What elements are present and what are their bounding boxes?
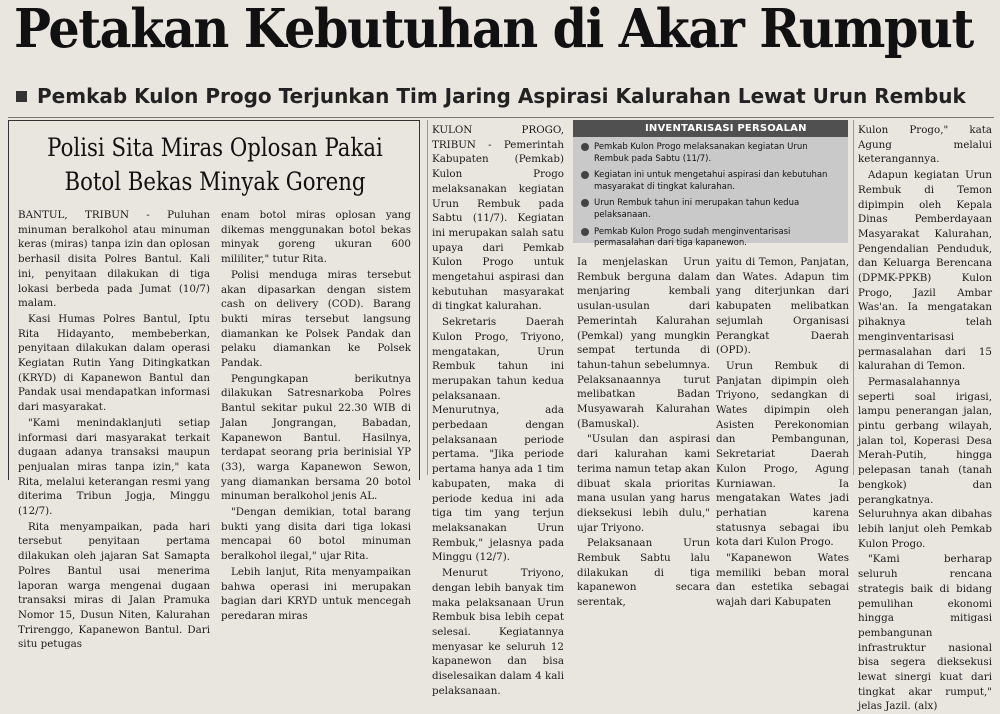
subheadline bbox=[16, 83, 986, 109]
info-item bbox=[581, 198, 843, 221]
bullet-icon bbox=[581, 228, 589, 236]
boxed-story-title bbox=[40, 131, 390, 199]
boxed-story-column-2 bbox=[221, 208, 411, 622]
paragraph: Polisi menduga miras tersebut akan dipasarkan dengan sistem cash on delivery (COD). Barang bukti miras tersebut langsung diamankan ke Polsek Pandak dan pelaku diamankan ke Polsek Pandak. bbox=[221, 268, 411, 370]
main-story-column-4 bbox=[858, 123, 992, 713]
paragraph: Ia menjelaskan Urun Rembuk berguna dalam menjaring kembali usulan-usulan dari Pemerintah Kalurahan (Pemkal) yang mungkin sempat tertunda di tahun-tahun sebelumnya. Pelaksanaannya turut melibatkan Badan Musyawarah Kalurahan (Bamuskal). bbox=[577, 256, 710, 430]
info-box-list bbox=[581, 142, 843, 255]
headline: Petakan Kebutuhan di Akar Rumput bbox=[14, 0, 973, 60]
paragraph: "Kami menindaklanjuti setiap informasi dari masyarakat terkait dugaan adanya transaksi maupun penjualan miras tanpa izin," kata Rita, melalui keterangan resmi yang diterima Tribun Jogja, Minggu (12/7). bbox=[18, 416, 210, 518]
info-item-text: Urun Rembuk tahun ini merupakan tahun kedua pelaksanaan. bbox=[594, 198, 800, 220]
info-box bbox=[573, 120, 848, 249]
main-story-column-3 bbox=[716, 255, 849, 609]
paragraph: Rita menyampaikan, pada hari tersebut penyitaan pertama dilakukan oleh jajaran Sat Samapta Polres Bantul usai menerima laporan warga mengenai dugaan transaksi miras di Jalan Pramuka Nomor 15, Dusun Niten, Kalurahan Trirenggo, Kapanewon Bantul. Dari situ petugas bbox=[18, 520, 210, 651]
boxed-title-line-1: Polisi Sita Miras Oplosan Pakai bbox=[47, 133, 383, 162]
paragraph: Kasi Humas Polres Bantul, Iptu Rita Hidayanto, membeberkan, penyitaan dilakukan dalam operasi Kegiatan Rutin Yang Ditingkatkan (KRYD) di Kapanewon Bantul dan Pandak usai mendapatkan informasi dari masyarakat. bbox=[18, 312, 210, 414]
info-item bbox=[581, 142, 843, 165]
paragraph: "Usulan dan aspirasi dari kalurahan kami terima namun tetap akan dibuat skala prioritas mana usulan yang harus dieksekusi lebih dulu," ujar Triyono. bbox=[577, 433, 710, 534]
main-story-column-1 bbox=[432, 123, 564, 697]
bullet-icon bbox=[581, 199, 589, 207]
paragraph: Urun Rembuk di Panjatan dipimpin oleh Triyono, sedangkan di Wates dipimpin oleh Asisten Perekonomian dan Pembangunan, Sekretariat Daerah Kulon Progo, Agung Kurniawan. Ia mengatakan Wates jadi perhatian karena statusnya sebagai ibu kota dari Kulon Progo. bbox=[716, 359, 849, 549]
paragraph: Kulon Progo," kata Agung melalui keterangannya. bbox=[858, 124, 992, 166]
paragraph: Lebih lanjut, Rita menyampaikan bahwa operasi ini merupakan bagian dari KRYD untuk mencegah peredaran miras bbox=[221, 565, 411, 622]
paragraph: KULON PROGO, TRIBUN - Pemerintah Kabupaten (Pemkab) Kulon Progo melaksanakan kegiatan Urun Rembuk pada Sabtu (11/7). Kegiatan ini merupakan salah satu upaya dari Pemkab Kulon Progo untuk mengetahui aspirasi dan kebutuhan masyarakat di tingkat kalurahan. bbox=[432, 124, 564, 313]
bullet-icon bbox=[581, 171, 589, 179]
paragraph: yaitu di Temon, Panjatan, dan Wates. Adapun tim yang diterjunkan dari kabupaten melibatkan sejumlah Organisasi Perangkat Daerah (OPD). bbox=[716, 256, 849, 357]
paragraph: "Kami berharap seluruh rencana strategis baik di bidang pemulihan ekonomi hingga mitigasi pembangunan infrastruktur nasional bisa segera dieksekusi lewat sinergi kuat dari tingkat akar rumput," jelas Jazil. (alx) bbox=[858, 553, 992, 713]
bullet-square-icon bbox=[16, 91, 27, 102]
paragraph: Pengungkapan berikutnya dilakukan Satresnarkoba Polres Bantul sekitar pukul 22.30 WIB di Jalan Jongrangan, Babadan, Kapanewon Bantul. Hasilnya, terdapat seorang pria berinisial YP (33), warga Kapanewon Sewon, yang diamankan bersama 20 botol minuman beralkohol jenis AL. bbox=[221, 372, 411, 503]
column-divider bbox=[853, 120, 854, 475]
info-item-text: Pemkab Kulon Progo melaksanakan kegiatan Urun Rembuk pada Sabtu (11/7). bbox=[594, 142, 808, 164]
paragraph: Pelaksanaan Urun Rembuk Sabtu lalu dilakukan di tiga kapanewon secara serentak, bbox=[577, 537, 710, 609]
paragraph: Adapun kegiatan Urun Rembuk di Temon dipimpin oleh Kepala Dinas Pemberdayaan Masyarakat Kalurahan, Pengendalian Penduduk, dan Keluarga Berencana (DPMK-PPKB) Kulon Progo, Jazil Ambar Was'an. Ia mengatakan pihaknya telah menginventarisasi permasalahan dari 15 kalurahan di Temon. bbox=[858, 169, 992, 373]
paragraph: Permasalahannya seperti soal irigasi, lampu penerangan jalan, pintu gerbang wilayah, jalan tol, Koperasi Desa Merah-Putih, hingga pelepasan tanah (tanah bengkok) dan perangkatnya. Seluruhnya akan dibahas lebih lanjut oleh Pemkab Kulon Progo. bbox=[858, 375, 992, 550]
subheadline-text: Pemkab Kulon Progo Terjunkan Tim Jaring Aspirasi Kalurahan Lewat Urun Rembuk bbox=[37, 84, 966, 108]
column-divider bbox=[427, 120, 428, 475]
paragraph: BANTUL, TRIBUN - Puluhan minuman beralkohol atau minuman keras (miras) tanpa izin dan oplosan berhasil disita Polres Bantul. Kali ini, penyitaan dilakukan di tiga lokasi berbeda pada Jumat (10/7) malam. bbox=[18, 209, 210, 310]
bullet-icon bbox=[581, 143, 589, 151]
paragraph: "Kapanewon Wates memiliki beban moral dan estetika sebagai wajah dari Kabupaten bbox=[716, 552, 849, 609]
paragraph: Sekretaris Daerah Kulon Progo, Triyono, mengatakan, Urun Rembuk tahun ini merupakan tahun kedua pelaksanaan. Menurutnya, ada perbedaan dengan pelaksanaan periode pertama. "Jika periode pertama hanya ada 1 tim kabupaten, maka di periode kedua ini ada tiga tim yang terjun melaksanakan Urun Rembuk," jelasnya pada Minggu (12/7). bbox=[432, 316, 564, 564]
divider-rule bbox=[8, 117, 994, 118]
boxed-story-column-1 bbox=[18, 208, 210, 651]
paragraph: enam botol miras oplosan yang dikemas menggunakan botol bekas minyak goreng ukuran 600 mililiter," tutur Rita. bbox=[221, 209, 411, 266]
info-item bbox=[581, 227, 843, 250]
paragraph: "Dengan demikian, total barang bukti yang disita dari tiga lokasi mencapai 60 botol minuman beralkohol ilegal," ujar Rita. bbox=[221, 506, 411, 563]
boxed-title-line-2: Botol Bekas Minyak Goreng bbox=[64, 167, 366, 196]
info-item-text: Pemkab Kulon Progo sudah menginventarisasi permasalahan dari tiga kapanewon. bbox=[594, 226, 791, 249]
info-item-text: Kegiatan ini untuk mengetahui aspirasi dan kebutuhan masyarakat di tingkat kalurahan. bbox=[594, 170, 828, 192]
main-story-column-2 bbox=[577, 255, 710, 609]
info-box-heading: INVENTARISASI PERSOALAN bbox=[573, 120, 848, 137]
info-item bbox=[581, 170, 843, 193]
paragraph: Menurut Triyono, dengan lebih banyak tim maka pelaksanaan Urun Rembuk bisa lebih cepat selesai. Kegiatannya menyasar ke seluruh 12 kapanewon dan bisa diselesaikan dalam 4 kali pelaksanaan. bbox=[432, 567, 564, 697]
